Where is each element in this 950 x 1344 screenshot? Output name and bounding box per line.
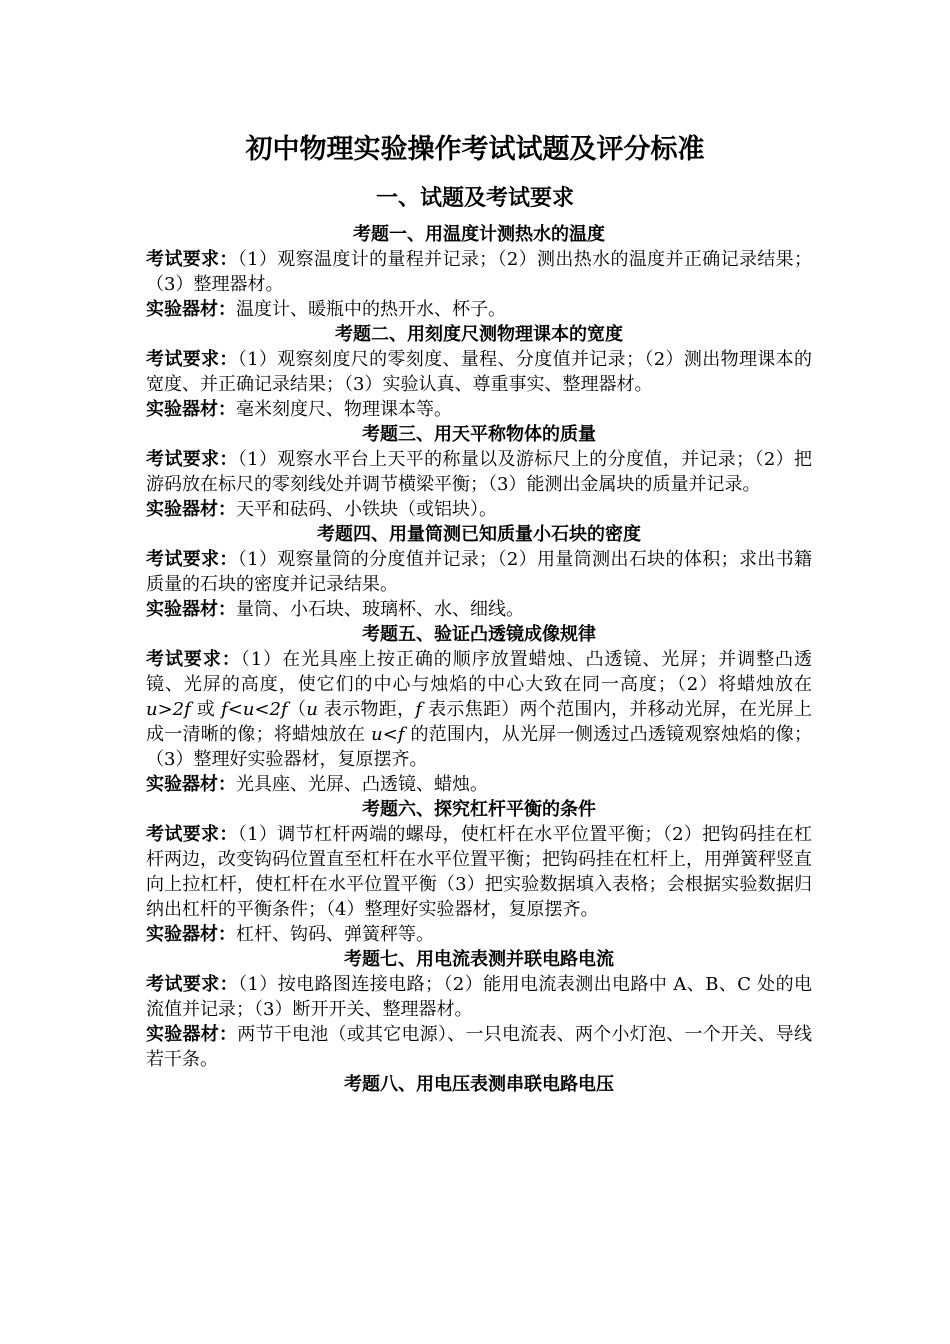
equipment-label: 实验器材： — [146, 924, 236, 945]
requirements-label: 考试要求： — [146, 449, 238, 470]
equipment-text: 毫米刻度尺、物理课本等。 — [236, 399, 452, 420]
requirements-text: （1）调节杠杆两端的螺母，使杠杆在水平位置平衡；（2）把钩码挂在杠杆两边，改变钩码位置直至杠杆在水平位置平衡；把钩码挂在杠杆上，用弹簧秤竖直向上拉杠杆，使杠杆在水平位置平衡（3）把实验数据填入表格；会根据实验数据归纳出杠杆的平衡条件；（4）整理好实验器材，复原摆齐。 — [146, 824, 813, 920]
document-title: 初中物理实验操作考试试题及评分标准 — [245, 134, 705, 165]
equipment-text: 天平和砝码、小铁块（或铝块）。 — [236, 499, 497, 520]
topic-title: 考题五、验证凸透镜成像规律 — [362, 624, 596, 645]
requirements-label: 考试要求： — [146, 349, 238, 370]
section-title: 一、试题及考试要求 — [375, 185, 574, 211]
math-expression: f — [415, 699, 423, 720]
equipment-text: 量筒、小石块、玻璃杯、水、细线。 — [236, 599, 524, 620]
topic-title: 考题七、用电流表测并联电路电流 — [344, 949, 614, 970]
requirements-label: 考试要求： — [146, 649, 241, 670]
topic-title: 考题二、用刻度尺测物理课本的宽度 — [335, 324, 623, 345]
requirements-text: （ — [287, 699, 307, 720]
requirements-text: （1）观察水平台上天平的称量以及游标尺上的分度值，并记录；（2）把游码放在标尺的零刻线处并调节横梁平衡；（3）能测出金属块的质量并记录。 — [146, 449, 813, 495]
requirements-text: 表示焦距）两个范围内，并移动光屏，在光屏上成一清晰的像；将蜡烛放在 — [146, 699, 812, 745]
equipment-text: 两节干电池（或其它电源）、一只电流表、两个小灯泡、一个开关、导线若干条。 — [146, 1024, 812, 1070]
requirements-text: （1）在光具座上按正确的顺序放置蜡烛、凸透镜、光屏；并调整凸透镜、光屏的高度，使它们的中心与烛焰的中心大致在同一高度；（2）将蜡烛放在 — [146, 649, 813, 695]
requirements-text: （1）按电路图连接电路；（2）能用电流表测出电路中 A、B、C 处的电流值并记录；（3）断开开关、整理器材。 — [146, 974, 813, 1020]
document-body — [146, 222, 812, 1097]
requirements-paragraph — [146, 347, 812, 397]
requirements-paragraph — [146, 647, 812, 772]
requirements-paragraph — [146, 822, 812, 922]
requirements-label: 考试要求： — [146, 974, 239, 995]
requirements-label: 考试要求： — [146, 824, 238, 845]
requirements-paragraph — [146, 972, 812, 1022]
requirements-paragraph — [146, 247, 812, 297]
math-expression: f<u<2f — [221, 699, 288, 720]
equipment-label: 实验器材： — [146, 299, 236, 320]
equipment-text: 光具座、光屏、凸透镜、蜡烛。 — [236, 774, 488, 795]
requirements-text: 表示物距， — [317, 699, 416, 720]
topic-title: 考题四、用量筒测已知质量小石块的密度 — [317, 524, 641, 545]
topic-title: 考题八、用电压表测串联电路电压 — [344, 1074, 614, 1095]
equipment-paragraph — [146, 597, 812, 622]
topic-title: 考题六、探究杠杆平衡的条件 — [362, 799, 596, 820]
equipment-text: 杠杆、钩码、弹簧秤等。 — [236, 924, 434, 945]
requirements-text: （1）观察温度计的量程并记录；（2）测出热水的温度并正确记录结果；（3）整理器材。 — [146, 249, 813, 295]
requirements-label: 考试要求： — [146, 549, 238, 570]
topic-title: 考题一、用温度计测热水的温度 — [353, 224, 605, 245]
requirements-label: 考试要求： — [146, 249, 238, 270]
math-expression: u — [306, 699, 318, 720]
equipment-text: 温度计、暖瓶中的热开水、杯子。 — [236, 299, 506, 320]
requirements-text: 的范围内，从光屏一侧透过凸透镜观察烛焰的像；（3）整理好实验器材，复原摆齐。 — [146, 724, 812, 770]
math-expression: u>2f — [146, 699, 191, 720]
requirements-paragraph — [146, 447, 812, 497]
equipment-paragraph — [146, 922, 812, 947]
equipment-label: 实验器材： — [146, 399, 236, 420]
equipment-label: 实验器材： — [146, 774, 236, 795]
requirements-text: 或 — [190, 699, 222, 720]
requirements-text: （1）观察量筒的分度值并记录；（2）用量筒测出石块的体积；求出书籍质量的石块的密度并记录结果。 — [146, 549, 813, 595]
equipment-paragraph — [146, 1022, 812, 1072]
requirements-paragraph — [146, 547, 812, 597]
topic-title: 考题三、用天平称物体的质量 — [362, 424, 596, 445]
equipment-label: 实验器材： — [146, 1024, 238, 1045]
equipment-paragraph — [146, 497, 812, 522]
equipment-label: 实验器材： — [146, 599, 236, 620]
equipment-label: 实验器材： — [146, 499, 236, 520]
math-expression: u<f — [371, 724, 405, 745]
equipment-paragraph — [146, 772, 812, 797]
requirements-text: （1）观察刻度尺的零刻度、量程、分度值并记录；（2）测出物理课本的宽度、并正确记录结果；（3）实验认真、尊重事实、整理器材。 — [146, 349, 813, 395]
equipment-paragraph — [146, 397, 812, 422]
equipment-paragraph — [146, 297, 812, 322]
